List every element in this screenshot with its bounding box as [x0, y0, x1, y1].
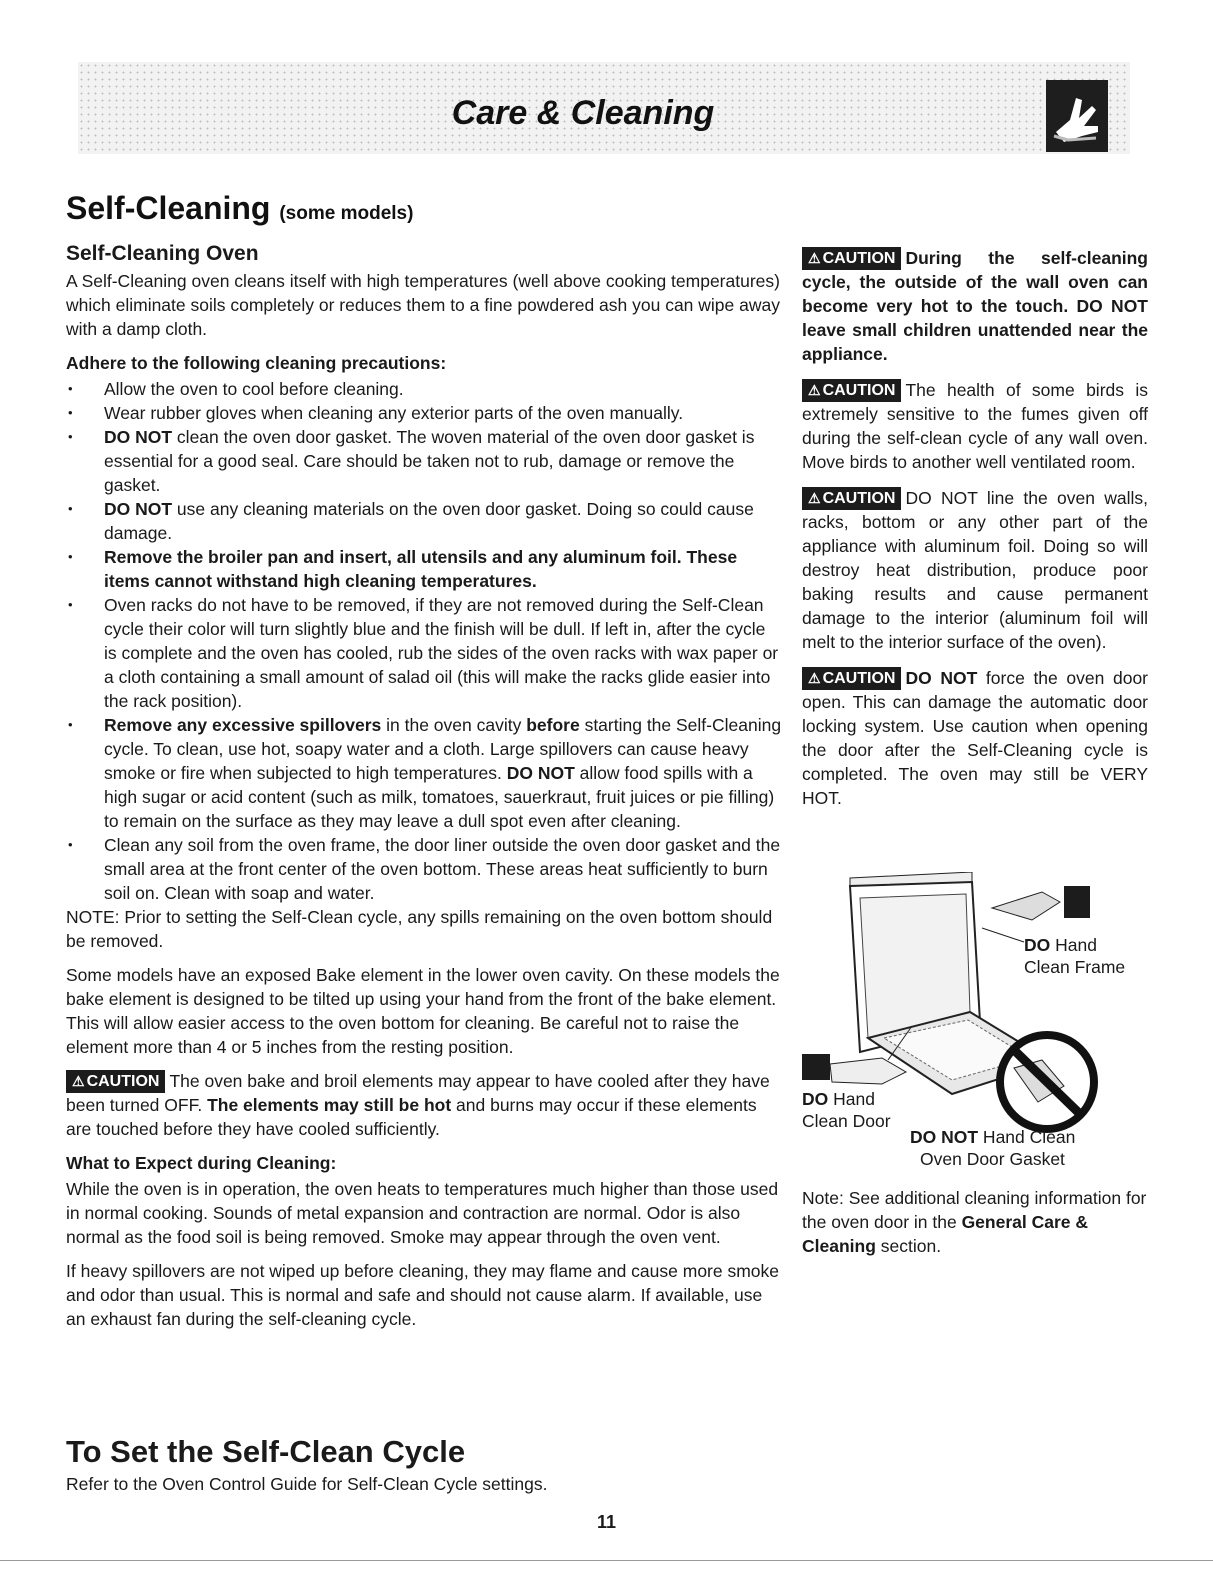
bake-element-paragraph: Some models have an exposed Bake element in the lower oven cavity. On these models the bake element is designed to be tilted up using your hand from the front of the bake element. This will allow easier access to the oven bottom for cleaning. Be careful not to raise the element more than 4 or 5 inches from the resting position.: [66, 965, 780, 1057]
what-to-expect-heading: What to Expect during Cleaning:: [66, 1153, 337, 1173]
section-title: [66, 190, 413, 227]
caution-text: and burns may occur if these elements are touched before they have cooled sufficiently.: [66, 1095, 757, 1139]
left-column: [66, 242, 782, 1341]
warning-icon: ⚠: [808, 490, 821, 506]
list-item: [66, 497, 782, 545]
frame-label-line2: Clean Frame: [1024, 957, 1126, 977]
set-self-clean-heading: To Set the Self-Clean Cycle: [66, 1434, 466, 1469]
caution-badge: [66, 1070, 165, 1093]
frame-label: [1024, 934, 1125, 978]
hand-cleaning-icon: [1046, 80, 1108, 152]
gasket-label-line1: Hand Clean: [978, 1127, 1076, 1147]
note-text: Note: See additional cleaning information for the oven door in the: [802, 1188, 1147, 1232]
list-item-text: clean the oven door gasket. The woven material of the oven door gasket is essential for a good seal. Care should be taken not to rub, damage or remove the gasket.: [104, 427, 755, 495]
emphasis: Remove any excessive spillovers: [104, 715, 382, 735]
gasket-label: [910, 1126, 1075, 1170]
note-paragraph: NOTE: Prior to setting the Self-Clean cycle, any spills remaining on the oven bottom should be removed.: [66, 907, 773, 951]
list-item: • Wear rubber gloves when cleaning any exterior parts of the oven manually.: [66, 401, 782, 425]
gasket-label-line2: Oven Door Gasket: [920, 1149, 1065, 1169]
warning-icon: ⚠: [808, 670, 821, 686]
oven-cleaning-illustration: [802, 872, 1148, 1182]
self-cleaning-oven-heading: Self-Cleaning Oven: [66, 242, 259, 265]
warning-icon: ⚠: [72, 1073, 85, 1089]
caution-badge: [802, 487, 901, 510]
page-number: 11: [596, 1512, 617, 1532]
list-item: • Oven racks do not have to be removed, if they are not removed during the Self-Clean cycle their color will turn slightly blue and the finish will be dull. If left in, after the cycle is complete and the oven has cooled, rub the sides of the oven racks with wax paper or a cloth containing a small amount of salad oil (this will make the racks glide easier into the rack position).: [66, 593, 782, 713]
emphasis: before: [526, 715, 580, 735]
caution-badge-label: CAUTION: [822, 250, 896, 267]
caution-text: During the self-cleaning cycle, the outside of the wall oven can become very hot to the touch. DO NOT leave small children unattended near the appliance.: [802, 248, 1148, 364]
precautions-heading: Adhere to the following cleaning precautions:: [66, 353, 447, 373]
list-item-text: use any cleaning materials on the oven door gasket. Doing so could cause damage.: [104, 499, 754, 543]
intro-paragraph: A Self-Cleaning oven cleans itself with high temperatures (well above cooking temperatures) which eliminate soils completely or reduces them to a fine powdered ash you can wipe away with a damp cloth.: [66, 271, 780, 339]
section-title-text: Self-Cleaning: [66, 190, 271, 226]
caution-door: [802, 666, 1148, 810]
door-cleaning-note: [802, 1186, 1148, 1258]
what-to-expect-paragraph: While the oven is in operation, the oven heats to temperatures much higher than those used in normal cooking. Sounds of metal expansion and contraction are normal. Odor is also normal as the food soil is being removed. Smoke may appear through the oven vent.: [66, 1179, 779, 1247]
emphasis: DO NOT: [905, 668, 978, 688]
caution-birds: [802, 378, 1148, 474]
frame-label-line1: Hand: [1050, 935, 1097, 955]
list-item: [66, 545, 782, 593]
warning-icon: ⚠: [808, 250, 821, 266]
right-column: [802, 246, 1148, 1258]
caution-badge: [802, 379, 901, 402]
bottom-rule: [0, 1560, 1213, 1561]
list-item: [66, 713, 782, 833]
list-item-text: Remove the broiler pan and insert, all utensils and any aluminum foil. These items cannot withstand high cleaning temperatures.: [104, 547, 738, 591]
caution-foil: [802, 486, 1148, 654]
emphasis: The elements may still be hot: [207, 1095, 452, 1115]
emphasis: DO NOT: [506, 763, 575, 783]
caution-badge: [802, 247, 901, 270]
emphasis: DO: [1024, 935, 1051, 955]
section-subtitle: (some models): [279, 203, 414, 224]
list-item-text: allow food spills with a high sugar or acid content (such as milk, tomatoes, sauerkraut, fruit juices or pie filling) to remain on the surface as they may leave a dull spot even after cleaning.: [104, 763, 775, 831]
list-item: [66, 425, 782, 497]
caution-badge-label: CAUTION: [822, 382, 896, 399]
page-header-title: Care & Cleaning: [451, 94, 715, 132]
spillover-paragraph: If heavy spillovers are not wiped up before cleaning, they may flame and cause more smoke and odor than usual. This is normal and safe and should not cause alarm. If available, use an exhaust fan during the self-cleaning cycle.: [66, 1261, 780, 1329]
door-label-line1: Hand: [828, 1089, 875, 1109]
caution-badge-label: CAUTION: [86, 1073, 160, 1090]
control-guide-reference: Refer to the Oven Control Guide for Self-Clean Cycle settings.: [66, 1474, 548, 1494]
caution-badge-label: CAUTION: [822, 490, 896, 507]
caution-badge: [802, 667, 901, 690]
caution-elements: [66, 1069, 782, 1141]
caution-hot-exterior: [802, 246, 1148, 366]
warning-icon: ⚠: [808, 382, 821, 398]
emphasis: DO NOT: [910, 1127, 979, 1147]
list-item: • Clean any soil from the oven frame, the door liner outside the oven door gasket and the small area at the front center of the oven bottom. These areas heat sufficiently to burn soil on. Clean with soap and water.: [66, 833, 782, 905]
caution-text: DO NOT line the oven walls, racks, bottom or any other part of the appliance with aluminum foil. Doing so will destroy heat distribution, produce poor baking results and cause permanent damage to the interior (aluminum foil will melt to the interior surface of the oven).: [802, 488, 1148, 652]
list-item-text: starting the Self-Cleaning cycle. To clean, use hot, soapy water and a cloth. Large spillovers can cause heavy smoke or fire when subjected to high temperatures.: [104, 715, 782, 783]
caution-text: The health of some birds is extremely sensitive to the fumes given off during the self-clean cycle of any wall oven. Move birds to another well ventilated room.: [802, 380, 1148, 472]
caution-text: force the oven door open. This can damage the automatic door locking system. Use caution when opening the door after the Self-Cleaning cycle is completed. The oven may still be VERY HOT.: [802, 668, 1148, 808]
emphasis: DO NOT: [104, 499, 173, 519]
caution-text: The oven bake and broil elements may appear to have cooled after they have been turned OFF.: [66, 1071, 770, 1115]
caution-badge-label: CAUTION: [822, 670, 896, 687]
emphasis: DO: [802, 1089, 829, 1109]
door-label-line2: Clean Door: [802, 1111, 891, 1131]
door-label: [802, 1088, 891, 1132]
general-care-reference: General Care & Cleaning: [802, 1212, 1089, 1256]
emphasis: DO NOT: [104, 427, 173, 447]
list-item-text: in the oven cavity: [381, 715, 527, 735]
list-item: • Allow the oven to cool before cleaning.: [66, 377, 782, 401]
note-text: section.: [875, 1236, 942, 1256]
precautions-list: [66, 377, 782, 905]
